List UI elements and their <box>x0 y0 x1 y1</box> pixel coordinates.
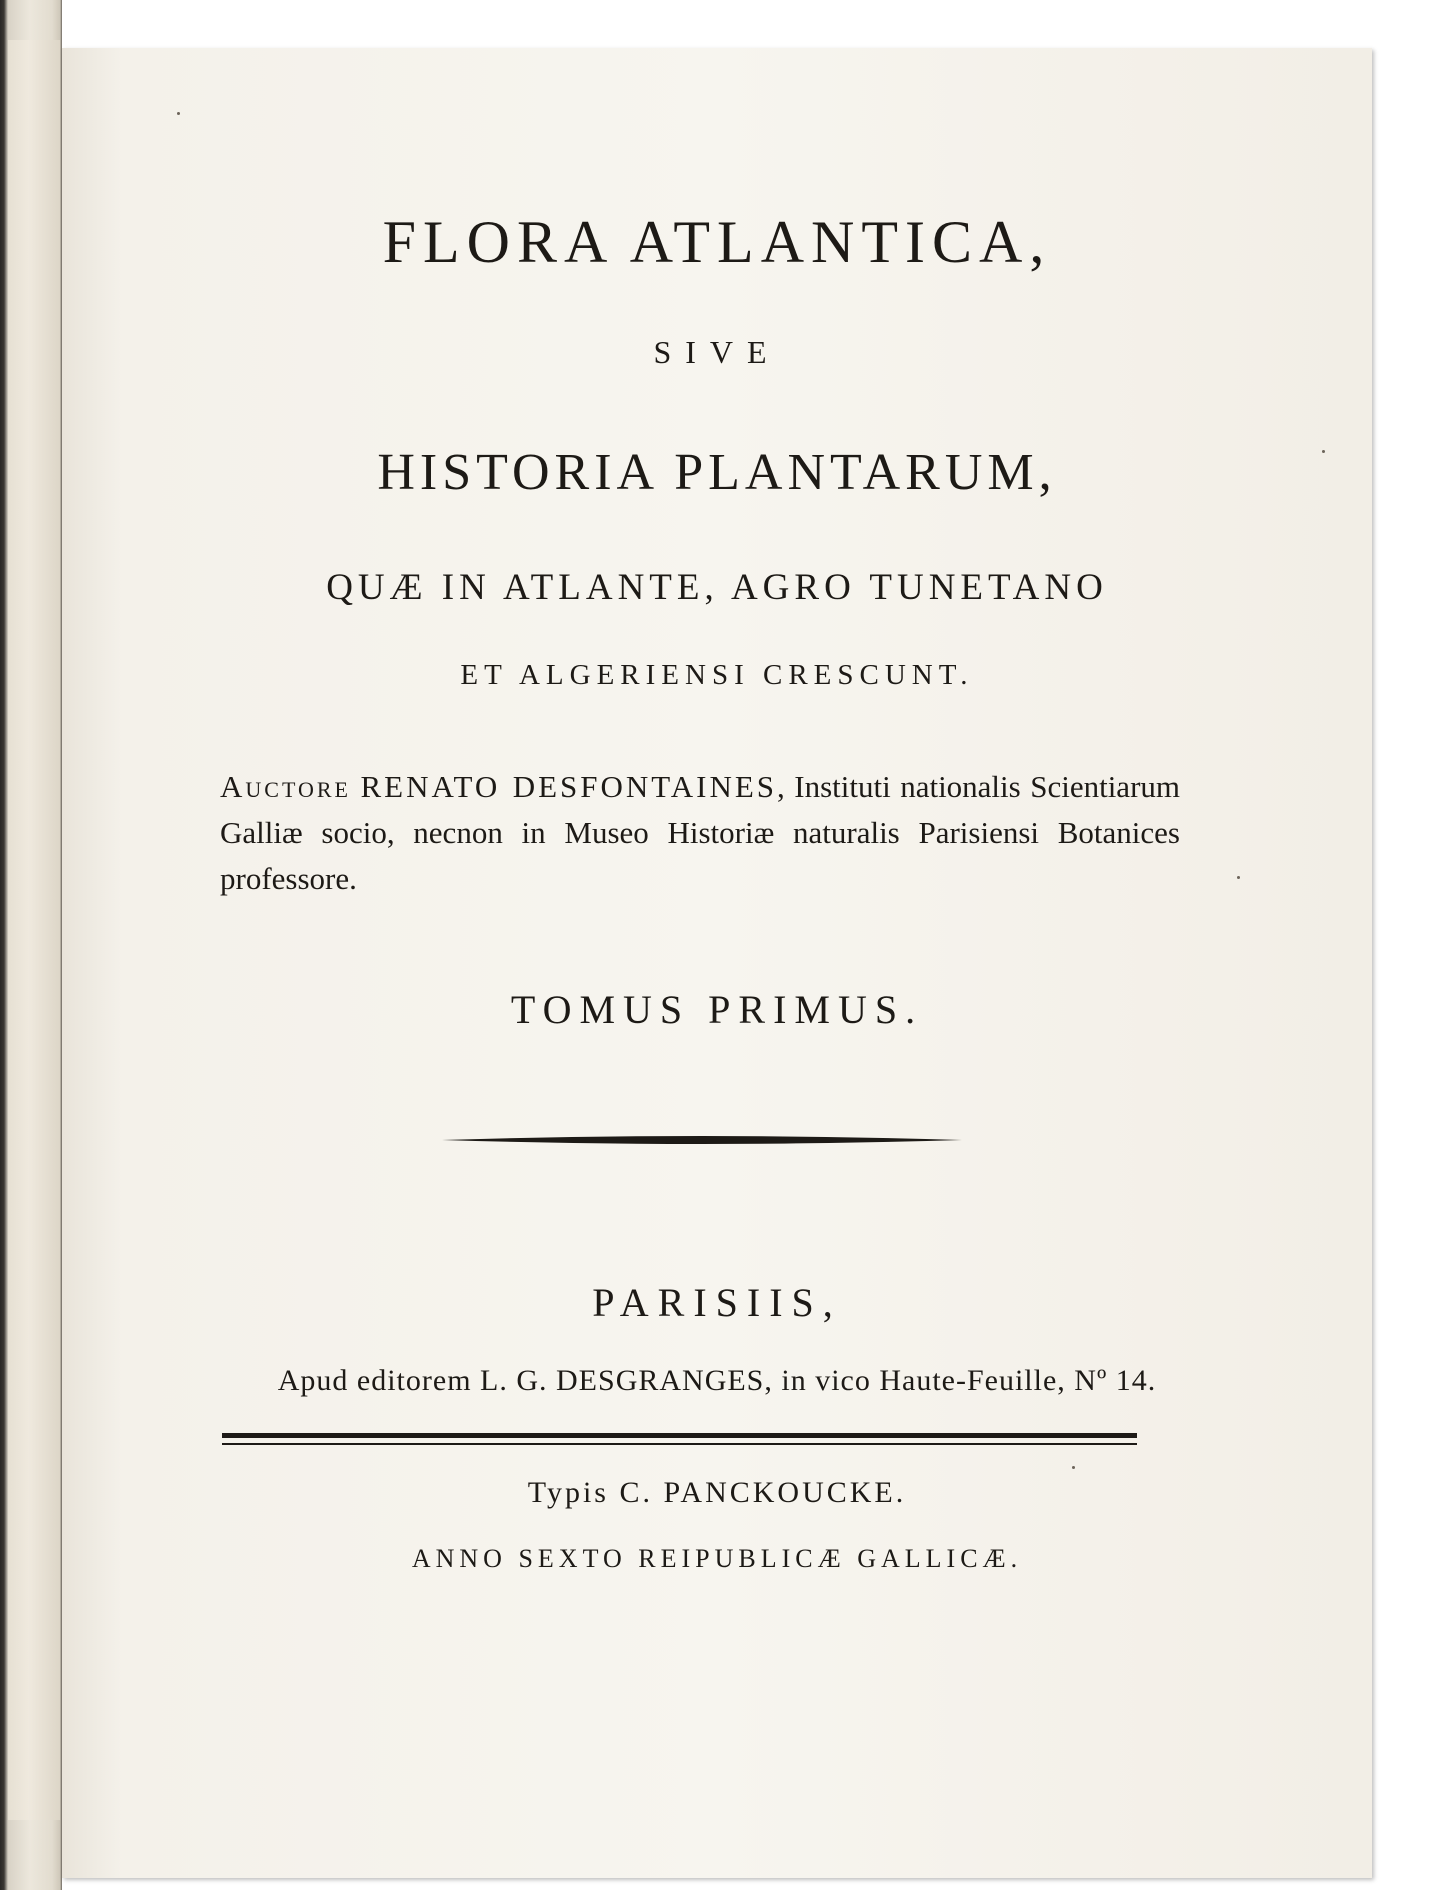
title-conjunction: SIVE <box>653 334 781 370</box>
title-page <box>62 48 1372 1878</box>
author-statement <box>220 764 1180 902</box>
subtitle-line-3: ET ALGERIENSI CRESCUNT. <box>460 659 974 691</box>
double-rule-thick <box>222 1433 1137 1438</box>
subtitle-line-2: QUÆ IN ATLANTE, AGRO TUNETANO <box>326 567 1108 608</box>
author-name: RENATO DESFONTAINES <box>360 769 778 804</box>
author-description: , Instituti nationalis Scientiarum Galliæ socio, necnon in Museo Historiæ naturalis Parisiensi Botanices professore. <box>220 769 1181 896</box>
book-subtitle: HISTORIA PLANTARUM, <box>377 444 1057 501</box>
paper-speck <box>1322 450 1325 453</box>
author-prefix: Auctore <box>220 769 351 804</box>
paper-speck <box>1237 876 1240 879</box>
imprint-year: ANNO SEXTO REIPUBLICÆ GALLICÆ. <box>411 1544 1023 1573</box>
paper-speck <box>1072 1466 1075 1469</box>
ornamental-rule <box>442 1130 962 1150</box>
book-title: FLORA ATLANTICA, <box>382 209 1052 275</box>
imprint-printer: Typis C. PANCKOUCKE. <box>527 1476 907 1509</box>
double-rule-thin <box>222 1443 1137 1445</box>
facing-page-edge <box>8 40 60 1820</box>
imprint-place: PARISIIS, <box>592 1280 842 1325</box>
volume-label: TOMUS PRIMUS. <box>510 987 924 1032</box>
paper-speck <box>177 112 180 115</box>
imprint-publisher: Apud editorem L. G. DESGRANGES, in vico Haute-Feuille, Nº 14. <box>277 1364 1157 1397</box>
